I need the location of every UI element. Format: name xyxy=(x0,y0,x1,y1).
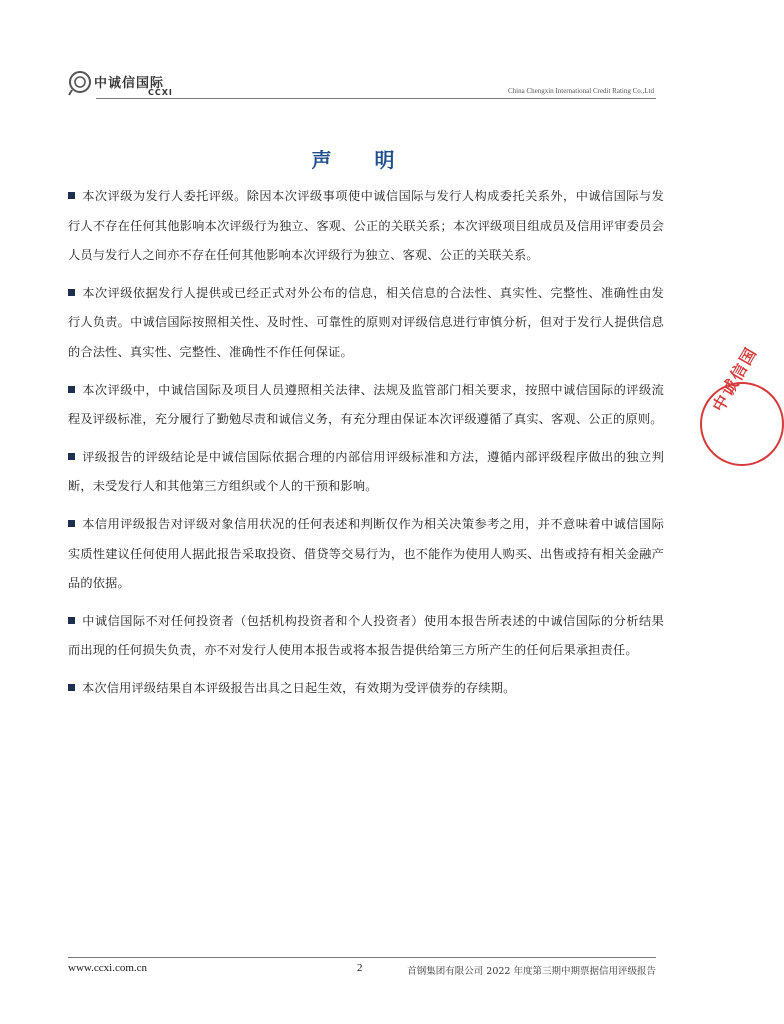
paragraph-text: 评级报告的评级结论是中诚信国际依据合理的内部信用评级标准和方法，遵循内部评级程序做出的独立判断，未受发行人和其他第三方组织或个人的干预和影响。 xyxy=(68,449,664,494)
logo-sub: CCXI xyxy=(148,88,173,97)
footer-website: www.ccxi.com.cn xyxy=(68,962,148,974)
page-number: 2 xyxy=(357,962,363,974)
red-seal-stamp xyxy=(700,343,784,466)
paragraph-text: 本信用评级报告对评级对象信用状况的任何表述和判断仅作为相关决策参考之用，并不意味着中诚信国际实质性建议任何使用人据此报告采取投资、借贷等交易行为，也不能作为使用人购买、出售或持有相关金融产品的依据。 xyxy=(68,516,664,591)
paragraph-text: 本次评级中，中诚信国际及项目人员遵照相关法律、法规及监管部门相关要求，按照中诚信国际的评级流程及评级标准，充分履行了勤勉尽责和诚信义务，有充分理由保证本次评级遵循了真实、客观、公正的原则。 xyxy=(68,382,664,427)
company-english-name: China Chengxin International Credit Rating Co.,Ltd xyxy=(507,87,654,95)
statement-paragraph xyxy=(68,607,664,666)
bullet-square-icon xyxy=(68,453,75,460)
paragraph-text: 本次评级为发行人委托评级。除因本次评级事项使中诚信国际与发行人构成委托关系外，中诚信国际与发行人不存在任何其他影响本次评级行为独立、客观、公正的关联关系；本次评级项目组成员及信用评审委员会人员与发行人之间亦不存在任何其他影响本次评级行为独立、客观、公正的关联关系。 xyxy=(68,189,664,263)
bullet-square-icon xyxy=(68,520,75,527)
footer-divider xyxy=(68,957,656,958)
paragraph-text: 本次信用评级结果自本评级报告出具之日起生效，有效期为受评债券的存续期。 xyxy=(82,680,516,695)
statement-paragraph xyxy=(68,279,664,368)
footer-report-title: 首钢集团有限公司 2022 年度第三期中期票据信用评级报告 xyxy=(407,966,656,977)
bullet-square-icon xyxy=(68,289,75,296)
statement-paragraph xyxy=(68,443,664,502)
page-header xyxy=(68,68,656,100)
logo-name: 中诚信国际 xyxy=(94,76,165,91)
stamp-text: 中诚信国 xyxy=(708,343,762,415)
statement-paragraph xyxy=(68,510,664,599)
bullet-square-icon xyxy=(68,386,75,393)
statement-paragraph xyxy=(68,674,664,704)
statement-paragraph xyxy=(68,182,664,271)
bullet-square-icon xyxy=(68,617,75,624)
bullet-square-icon xyxy=(68,192,75,199)
header-divider xyxy=(96,98,656,99)
logo-mark-icon xyxy=(68,70,92,96)
statement-body xyxy=(68,182,664,712)
paragraph-text: 本次评级依据发行人提供或已经正式对外公布的信息，相关信息的合法性、真实性、完整性、准确性由发行人负责。中诚信国际按照相关性、及时性、可靠性的原则对评级信息进行审慎分析，但对于发行人提供信息的合法性、真实性、完整性、准确性不作任何保证。 xyxy=(68,285,664,359)
bullet-square-icon xyxy=(68,684,75,691)
ccxi-logo xyxy=(68,68,178,100)
statement-paragraph xyxy=(68,376,664,435)
paragraph-text: 中诚信国际不对任何投资者（包括机构投资者和个人投资者）使用本报告所表述的中诚信国际的分析结果而出现的任何损失负责，亦不对发行人使用本报告或将本报告提供给第三方所产生的任何后果承担责任。 xyxy=(68,613,664,658)
page-title: 声 明 xyxy=(311,148,413,172)
